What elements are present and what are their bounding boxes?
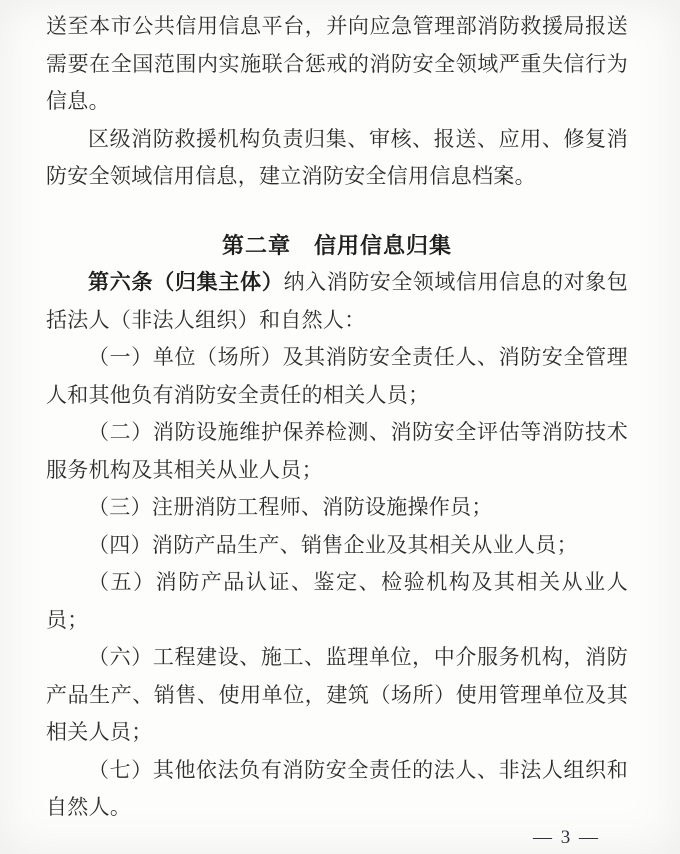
article-item-2: （二）消防设施维护保养检测、消防安全评估等消防技术服务机构及其相关从业人员；: [46, 420, 628, 482]
page-number: — 3 —: [533, 827, 600, 848]
article-item-6: （六）工程建设、施工、监理单位，中介服务机构，消防产品生产、销售、使用单位，建筑（场所）使用管理单位及其相关人员；: [46, 645, 628, 744]
paragraph-continuation: 送至本市公共信用信息平台，并向应急管理部消防救援局报送需要在全国范围内实施联合惩戒的消防安全领域严重失信行为信息。: [46, 14, 628, 113]
article-item-4: （四）消防产品生产、销售企业及其相关从业人员；: [88, 532, 578, 557]
article-6-title: 第六条（归集主体）: [88, 271, 284, 294]
paragraph-district-duties: 区级消防救援机构负责归集、审核、报送、应用、修复消防安全领域信用信息，建立消防安全信用信息档案。: [46, 126, 628, 188]
article-item-1: （一）单位（场所）及其消防安全责任人、消防安全管理人和其他负有消防安全责任的相关人员；: [46, 345, 628, 407]
chapter-heading: 第二章 信用信息归集: [221, 232, 452, 258]
article-item-5: （五）消防产品认证、鉴定、检验机构及其相关从业人员；: [46, 570, 628, 632]
article-item-3: （三）注册消防工程师、消防设施操作员；: [88, 495, 493, 519]
document-content: [46, 8, 628, 827]
article-item-7: （七）其他依法负有消防安全责任的法人、非法人组织和自然人。: [46, 757, 628, 819]
article-6-lead: [46, 264, 628, 339]
article-6-lead-text: 纳入消防安全领域信用信息的对象包括法人（非法人组织）和自然人：: [46, 270, 628, 332]
